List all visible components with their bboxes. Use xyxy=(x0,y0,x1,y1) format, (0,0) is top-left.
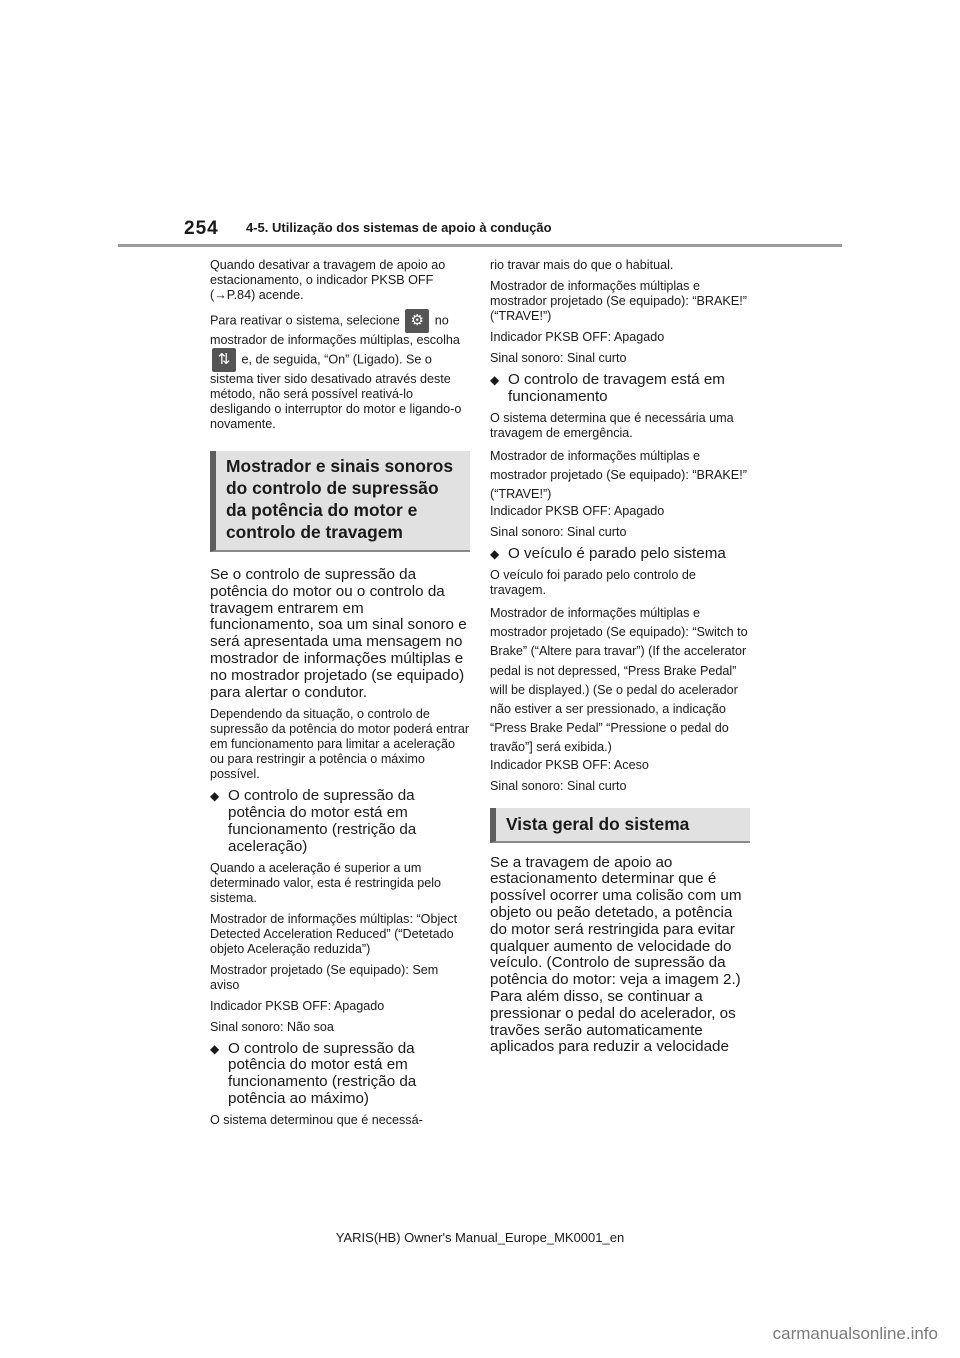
paragraph: Quando desativar a travagem de apoio ao estacionamento, o indicador PKSB OFF (→P.84) acende. xyxy=(210,258,446,302)
bullet-text: O controlo de supressão da potência do motor está em funcionamento (restrição da aceleração) xyxy=(228,787,417,855)
paragraph: Mostrador projetado (Se equipado): Sem aviso xyxy=(210,962,439,992)
bullet-text: O controlo de travagem está em funcionamento xyxy=(508,371,725,405)
settings-gear-icon: ⚙ xyxy=(405,309,429,333)
left-column xyxy=(210,258,470,1134)
paragraph: Mostrador de informações múltiplas e mostrador projetado (Se equipado): “Switch to Brake” (“Altere para travar”) (If the accelerator pedal is not depressed, “Press Brake Pedal” will be displayed.) (Se o pedal do acelerador não estiver a ser pressionado, a indicação “Press Brake Pedal” “Pressione o pedal do travão”] será exibida.) xyxy=(490,606,748,755)
text-segment: no mostrador de informações múltiplas, escolha xyxy=(210,313,460,347)
paragraph: Indicador PKSB OFF: Apagado xyxy=(490,504,665,519)
paragraph: O sistema determinou que é necessá- xyxy=(210,1112,423,1127)
paragraph: Mostrador de informações múltiplas: “Object Detected Acceleration Reduced” (“Detetado objeto Aceleração reduzida”) xyxy=(210,911,458,956)
bullet-heading xyxy=(490,546,752,563)
bullet-heading xyxy=(210,1041,470,1108)
paragraph: Indicador PKSB OFF: Apagado xyxy=(490,330,665,344)
car-sensor-icon: ⇅ xyxy=(212,348,236,372)
paragraph: Dependendo da situação, o controlo de supressão da potência do motor poderá entrar em funcionamento para limitar a aceleração ou para restringir a potência o máximo possível. xyxy=(210,707,470,782)
bullet-diamond-icon: ◆ xyxy=(490,373,500,387)
bullet-diamond-icon: ◆ xyxy=(490,547,500,562)
right-column xyxy=(490,258,752,1062)
paragraph: rio travar mais do que o habitual. xyxy=(490,258,674,272)
bullet-text: O controlo de supressão da potência do motor está em funcionamento (restrição da potência ao máximo) xyxy=(228,1039,417,1107)
paragraph: Sinal sonoro: Sinal curto xyxy=(490,525,627,540)
paragraph: Se o controlo de supressão da potência do motor ou o controlo da travagem entrarem em funcionamento, soa um sinal sonoro e será apresentada uma mensagem no mostrador de informações múltiplas e no mostrador projetado (se equipado) para alertar o condutor. xyxy=(210,566,467,701)
paragraph: O sistema determina que é necessária uma travagem de emergência. xyxy=(490,410,734,440)
chapter-title: 4-5. Utilização dos sistemas de apoio à condução xyxy=(246,220,552,235)
watermark[interactable]: carmanualsonline.info xyxy=(772,1324,938,1343)
paragraph: Mostrador de informações múltiplas e mostrador projetado (Se equipado): “BRAKE!” (“TRAVE!”) xyxy=(490,279,747,323)
paragraph: Se a travagem de apoio ao estacionamento determinar que é possível ocorrer uma colisão com um objeto ou peão detetado, a potência do motor será restringida para evitar qualquer aumento de velocidade do veículo. (Controlo de supressão da potência do motor: veja a imagem 2.) Para além disso, se continuar a pressionar o pedal do acelerador, os travões serão automaticamente aplicados para reduzir a velocidade xyxy=(490,853,742,1056)
paragraph-reactivate xyxy=(210,309,470,432)
bullet-diamond-icon: ◆ xyxy=(210,789,220,804)
text-segment: e, de seguida, “On” (Ligado). Se o sistema tiver sido desativado através deste método, não será possível reativá-lo desligando o interruptor do motor e ligando-o novamente. xyxy=(210,352,462,431)
paragraph: Quando a aceleração é superior a um determinado valor, esta é restringida pelo sistema. xyxy=(210,860,442,905)
paragraph: O veículo foi parado pelo controlo de travagem. xyxy=(490,568,696,597)
paragraph: Indicador PKSB OFF: Aceso xyxy=(490,757,649,772)
paragraph: Indicador PKSB OFF: Apagado xyxy=(210,998,385,1013)
paragraph: Sinal sonoro: Sinal curto xyxy=(490,351,627,365)
text-segment: Para reativar o sistema, selecione xyxy=(210,313,400,328)
section-heading: Mostrador e sinais sonoros do controlo de supressão da potência do motor e controlo de travagem xyxy=(210,451,470,552)
header-rule xyxy=(118,244,842,247)
paragraph: Sinal sonoro: Sinal curto xyxy=(490,778,627,793)
footer: YARIS(HB) Owner's Manual_Europe_MK0001_en xyxy=(335,1230,625,1245)
paragraph: Mostrador de informações múltiplas e mostrador projetado (Se equipado): “BRAKE!” (“TRAVE!”) xyxy=(490,448,747,501)
paragraph: Sinal sonoro: Não soa xyxy=(210,1019,334,1034)
bullet-diamond-icon: ◆ xyxy=(210,1041,220,1056)
bullet-text: O veículo é parado pelo sistema xyxy=(508,545,726,563)
section-heading: Vista geral do sistema xyxy=(490,808,750,843)
bullet-heading xyxy=(490,372,752,406)
page-number: 254 xyxy=(184,218,219,239)
bullet-heading xyxy=(210,788,470,855)
